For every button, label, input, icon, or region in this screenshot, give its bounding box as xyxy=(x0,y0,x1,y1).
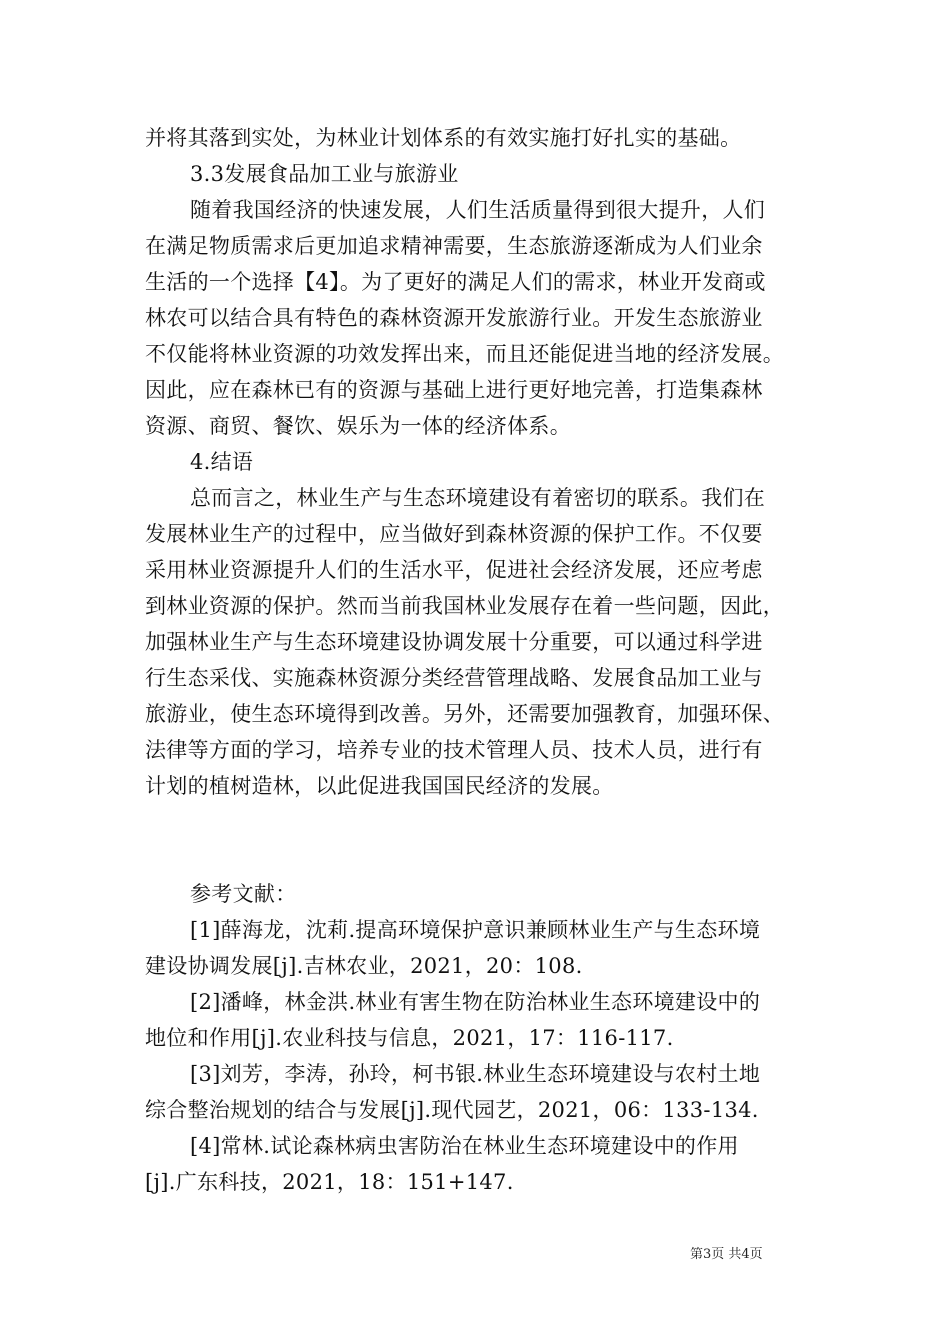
reference-line: 建设协调发展[j].吉林农业，2021，20：108. xyxy=(145,954,583,978)
text-line: 林农可以结合具有特色的森林资源开发旅游行业。开发生态旅游业 xyxy=(145,306,763,330)
section-heading: 3.3发展食品加工业与旅游业 xyxy=(190,162,459,186)
reference-line: [2]潘峰，林金洪.林业有害生物在防治林业生态环境建设中的 xyxy=(190,990,761,1014)
text-line: 不仅能将林业资源的功效发挥出来，而且还能促进当地的经济发展。 xyxy=(145,342,784,366)
text-line: 生活的一个选择【4】。为了更好的满足人们的需求，林业开发商或 xyxy=(145,270,766,294)
text-line: 在满足物质需求后更加追求精神需要，生态旅游逐渐成为人们业余 xyxy=(145,234,763,258)
reference-line: 综合整治规划的结合与发展[j].现代园艺，2021，06：133-134. xyxy=(145,1098,759,1122)
reference-line: [4]常林.试论森林病虫害防治在林业生态环境建设中的作用 xyxy=(190,1134,739,1158)
reference-line: [1]薛海龙，沈莉.提高环境保护意识兼顾林业生产与生态环境 xyxy=(190,918,761,942)
references-heading: 参考文献： xyxy=(190,882,297,906)
text-line: 采用林业资源提升人们的生活水平，促进社会经济发展，还应考虑 xyxy=(145,558,763,582)
text-line: 计划的植树造林，以此促进我国国民经济的发展。 xyxy=(145,774,614,798)
text-line: 随着我国经济的快速发展，人们生活质量得到很大提升，人们 xyxy=(190,198,766,222)
reference-line: 地位和作用[j].农业科技与信息，2021，17：116-117. xyxy=(145,1026,674,1050)
text-line: 因此，应在森林已有的资源与基础上进行更好地完善，打造集森林 xyxy=(145,378,763,402)
reference-line: [j].广东科技，2021，18：151+147. xyxy=(145,1170,514,1194)
text-line: 到林业资源的保护。然而当前我国林业发展存在着一些问题，因此， xyxy=(145,594,784,618)
text-line: 总而言之，林业生产与生态环境建设有着密切的联系。我们在 xyxy=(190,486,766,510)
text-line: 发展林业生产的过程中，应当做好到森林资源的保护工作。不仅要 xyxy=(145,522,763,546)
text-line: 加强林业生产与生态环境建设协调发展十分重要，可以通过科学进 xyxy=(145,630,763,654)
section-heading: 4.结语 xyxy=(190,450,254,474)
page-number-footer: 第3页 共4页 xyxy=(690,1247,763,1262)
text-line: 旅游业，使生态环境得到改善。另外，还需要加强教育，加强环保、 xyxy=(145,702,784,726)
text-line: 资源、商贸、餐饮、娱乐为一体的经济体系。 xyxy=(145,414,571,438)
text-line: 行生态采伐、实施森林资源分类经营管理战略、发展食品加工业与 xyxy=(145,666,763,690)
text-line: 法律等方面的学习，培养专业的技术管理人员、技术人员，进行有 xyxy=(145,738,763,762)
text-line: 并将其落到实处，为林业计划体系的有效实施打好扎实的基础。 xyxy=(145,126,742,150)
reference-line: [3]刘芳，李涛，孙玲，柯书银.林业生态环境建设与农村土地 xyxy=(190,1062,761,1086)
